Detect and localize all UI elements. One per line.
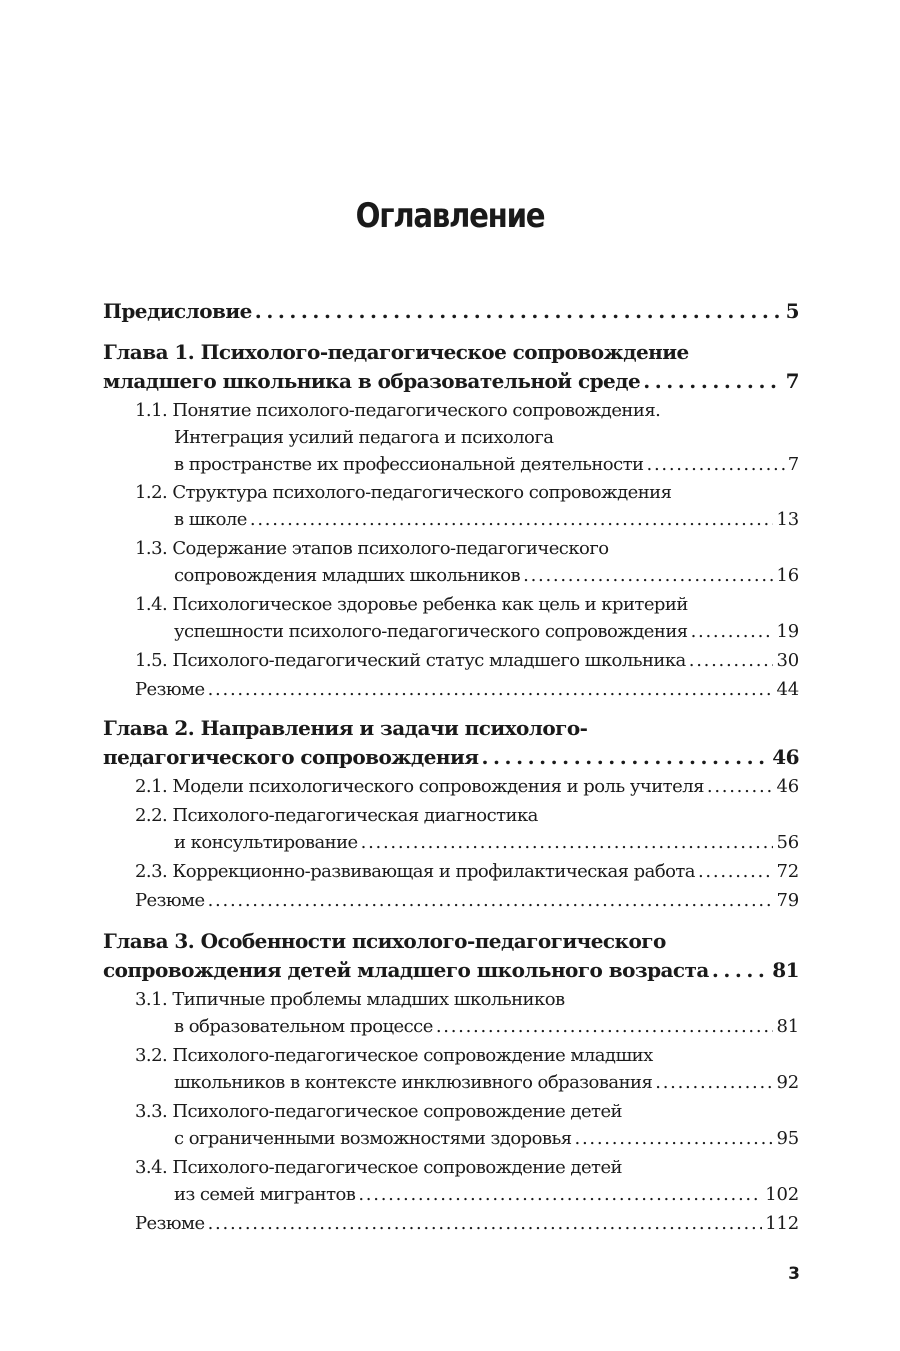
- toc-page-number: 7: [785, 369, 799, 393]
- toc-entry-title: Глава 1. Психолого-педагогическое сопровождение: [103, 340, 689, 364]
- toc-entry-title: младшего школьника в образовательной среде: [103, 369, 641, 393]
- dot-leader: [707, 776, 774, 797]
- toc-page-number: 102: [765, 1184, 799, 1205]
- dot-leader: [655, 1072, 773, 1093]
- toc-entry-title: в образовательном процессе: [174, 1016, 433, 1037]
- dot-leader: [482, 745, 770, 769]
- toc-entry-title: и консультирование: [174, 832, 358, 853]
- toc-resume-ch1[interactable]: [135, 679, 799, 700]
- toc-entry-title: в школе: [174, 509, 247, 530]
- toc-resume-ch3[interactable]: [135, 1213, 799, 1234]
- toc-chapter-2-title-line[interactable]: [103, 716, 799, 740]
- toc-chapter-1-title-line[interactable]: [103, 340, 799, 364]
- dot-leader: [250, 509, 774, 530]
- toc-section-1-1[interactable]: [174, 454, 799, 475]
- toc-section-1-3[interactable]: [174, 565, 799, 586]
- toc-page-number: 7: [787, 454, 799, 475]
- toc-page-number: 92: [776, 1072, 799, 1093]
- toc-page-number: 13: [776, 509, 799, 530]
- dot-leader: [436, 1016, 774, 1037]
- toc-entry-title: 3.1. Типичные проблемы младших школьников: [135, 989, 565, 1010]
- toc-entry-title: 1.1. Понятие психолого-педагогического сопровождения.: [135, 400, 661, 421]
- dot-leader: [208, 890, 774, 911]
- toc-entry-title: из семей мигрантов: [174, 1184, 356, 1205]
- dot-leader: [712, 958, 769, 982]
- toc-page-number: 44: [776, 679, 799, 700]
- page-title: Оглавление: [355, 196, 545, 236]
- dot-leader: [643, 369, 782, 393]
- toc-entry-title: Интеграция усилий педагога и психолога: [174, 427, 554, 448]
- toc-section-1-4[interactable]: [135, 594, 799, 615]
- toc-page-number: 5: [785, 299, 799, 323]
- toc-entry-preface[interactable]: [103, 299, 799, 323]
- toc-section-3-1[interactable]: [174, 1016, 799, 1037]
- toc-section-1-2[interactable]: [135, 482, 799, 503]
- toc-entry-title: 2.1. Модели психологического сопровождения и роль учителя: [135, 776, 704, 797]
- toc-entry-title: Резюме: [135, 1213, 205, 1234]
- toc-section-1-1[interactable]: [174, 427, 799, 448]
- dot-leader: [698, 861, 774, 882]
- toc-entry-title: Глава 2. Направления и задачи психолого-: [103, 716, 588, 740]
- toc-entry-title: Предисловие: [103, 299, 252, 323]
- toc-chapter-2-title-line[interactable]: [103, 745, 799, 769]
- toc-chapter-1-title-line[interactable]: [103, 369, 799, 393]
- toc-section-3-1[interactable]: [135, 989, 799, 1010]
- toc-page-number: 72: [776, 861, 799, 882]
- dot-leader: [647, 454, 785, 475]
- toc-entry-title: школьников в контексте инклюзивного образования: [174, 1072, 653, 1093]
- toc-entry-title: 3.3. Психолого-педагогическое сопровождение детей: [135, 1101, 623, 1122]
- toc-section-3-4[interactable]: [135, 1157, 799, 1178]
- toc-entry-title: с ограниченными возможностями здоровья: [174, 1128, 572, 1149]
- toc-entry-title: сопровождения детей младшего школьного возраста: [103, 958, 709, 982]
- toc-entry-title: 1.3. Содержание этапов психолого-педагогического: [135, 538, 609, 559]
- toc-page-number: 112: [765, 1213, 799, 1234]
- dot-leader: [208, 679, 774, 700]
- dot-leader: [691, 621, 774, 642]
- toc-section-2-2[interactable]: [174, 832, 799, 853]
- toc-entry-title: 1.2. Структура психолого-педагогического сопровождения: [135, 482, 672, 503]
- dot-leader: [208, 1213, 763, 1234]
- toc-section-1-5[interactable]: [135, 650, 799, 671]
- toc-page-number: 46: [776, 776, 799, 797]
- toc-chapter-3-title-line[interactable]: [103, 958, 799, 982]
- toc-entry-title: Резюме: [135, 679, 205, 700]
- toc-entry-title: 3.2. Психолого-педагогическое сопровождение младших: [135, 1045, 653, 1066]
- toc-page-number: 46: [772, 745, 799, 769]
- toc-section-1-4[interactable]: [174, 621, 799, 642]
- toc-page-number: 95: [776, 1128, 799, 1149]
- toc-section-1-2[interactable]: [174, 509, 799, 530]
- toc-section-1-3[interactable]: [135, 538, 799, 559]
- toc-section-3-4[interactable]: [174, 1184, 799, 1205]
- dot-leader: [255, 299, 783, 323]
- toc-entry-title: 1.4. Психологическое здоровье ребенка как цель и критерий: [135, 594, 688, 615]
- dot-leader: [689, 650, 774, 671]
- dot-leader: [358, 1184, 762, 1205]
- toc-entry-title: успешности психолого-педагогического сопровождения: [174, 621, 688, 642]
- toc-page-number: 81: [776, 1016, 799, 1037]
- page-number: 3: [788, 1264, 800, 1284]
- toc-section-3-2[interactable]: [135, 1045, 799, 1066]
- toc-section-1-1[interactable]: [135, 400, 799, 421]
- toc-section-3-3[interactable]: [135, 1101, 799, 1122]
- toc-page-number: 81: [772, 958, 799, 982]
- dot-leader: [361, 832, 774, 853]
- toc-entry-title: сопровождения младших школьников: [174, 565, 521, 586]
- dot-leader: [575, 1128, 774, 1149]
- toc-page-number: 79: [776, 890, 799, 911]
- toc-section-2-2[interactable]: [135, 805, 799, 826]
- toc-chapter-3-title-line[interactable]: [103, 929, 799, 953]
- toc-section-2-3[interactable]: [135, 861, 799, 882]
- toc-entry-title: 2.3. Коррекционно-развивающая и профилактическая работа: [135, 861, 695, 882]
- toc-page-number: 30: [776, 650, 799, 671]
- toc-entry-title: Глава 3. Особенности психолого-педагогического: [103, 929, 666, 953]
- toc-page-number: 19: [776, 621, 799, 642]
- toc-entry-title: педагогического сопровождения: [103, 745, 479, 769]
- toc-page-number: 56: [776, 832, 799, 853]
- toc-section-3-2[interactable]: [174, 1072, 799, 1093]
- toc-entry-title: в пространстве их профессиональной деятельности: [174, 454, 644, 475]
- toc-entry-title: 2.2. Психолого-педагогическая диагностика: [135, 805, 538, 826]
- toc-page-number: 16: [776, 565, 799, 586]
- toc-section-3-3[interactable]: [174, 1128, 799, 1149]
- toc-entry-title: 3.4. Психолого-педагогическое сопровождение детей: [135, 1157, 623, 1178]
- toc-resume-ch2[interactable]: [135, 890, 799, 911]
- toc-section-2-1[interactable]: [135, 776, 799, 797]
- toc-entry-title: 1.5. Психолого-педагогический статус младшего школьника: [135, 650, 686, 671]
- toc-entry-title: Резюме: [135, 890, 205, 911]
- dot-leader: [523, 565, 773, 586]
